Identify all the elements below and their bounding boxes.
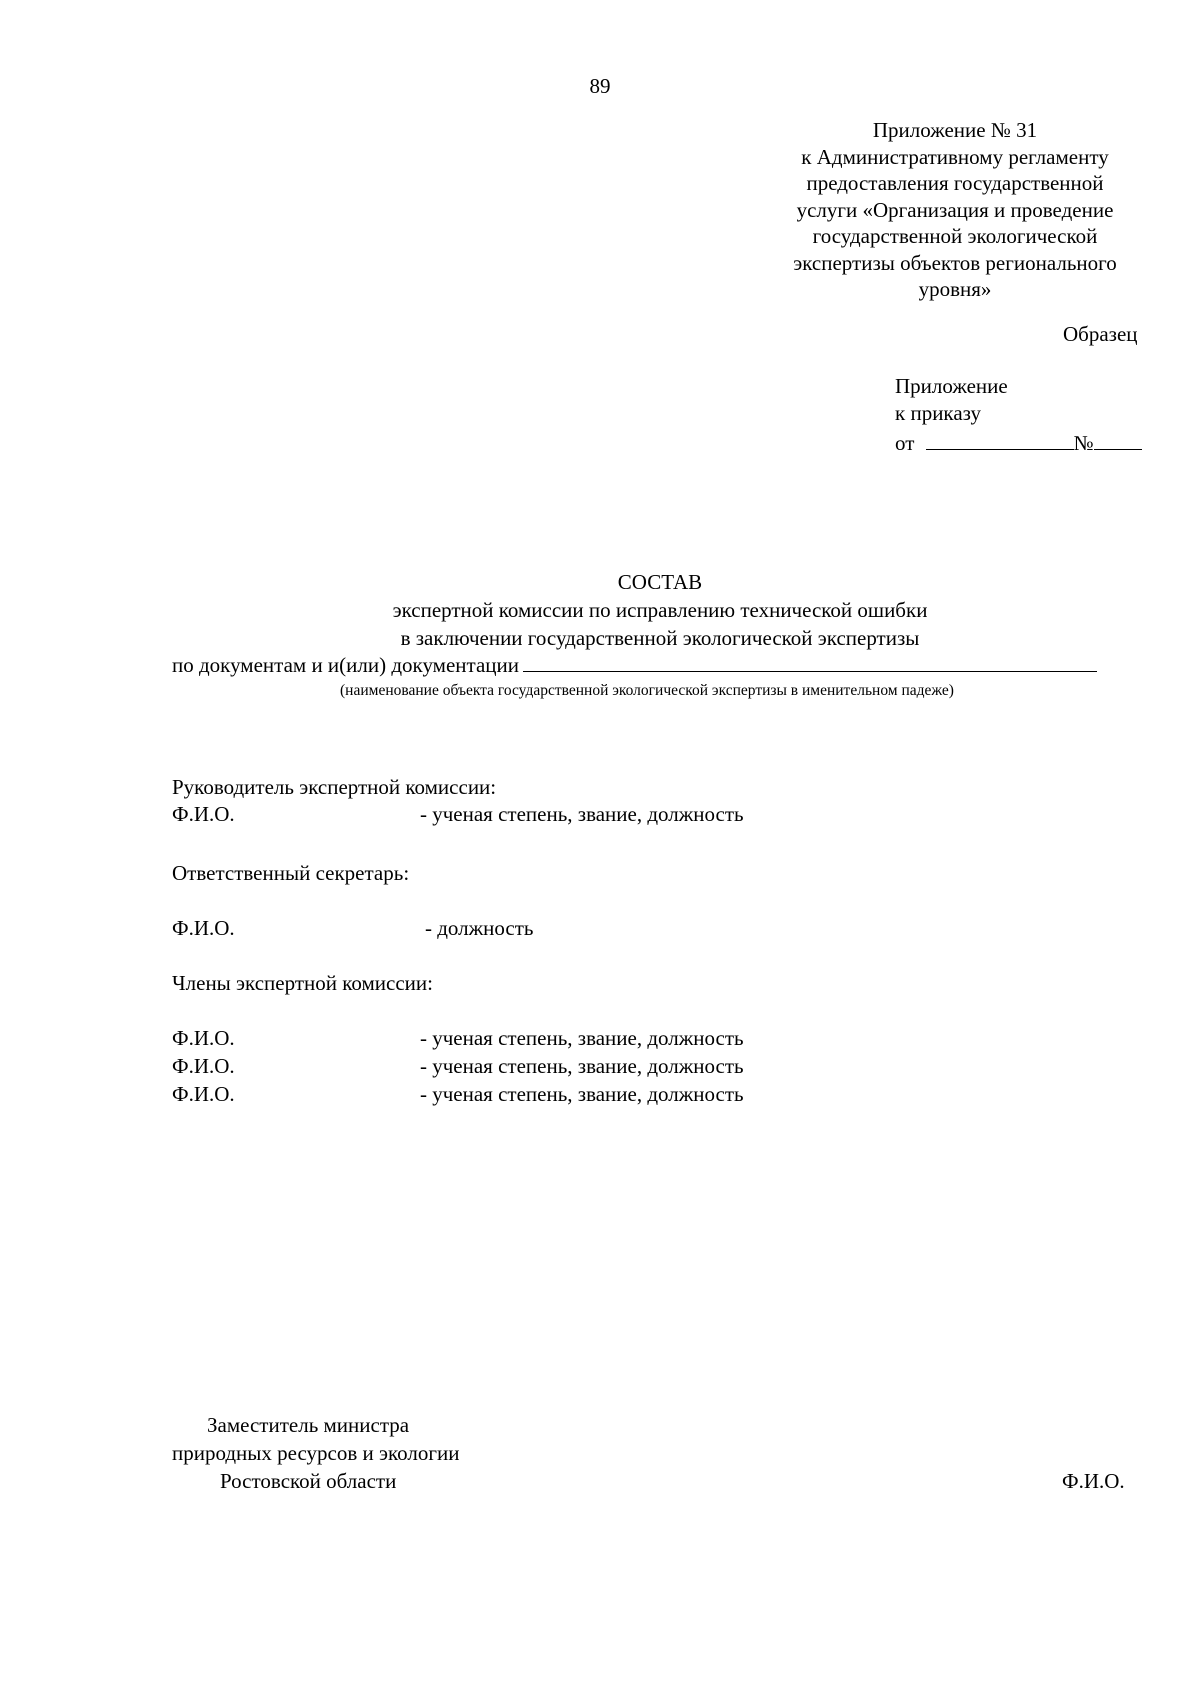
documents-line — [172, 651, 1097, 678]
appendix-line: предоставления государственной — [806, 171, 1104, 195]
appendix-line: государственной экологической — [812, 224, 1098, 248]
secretary-fio: Ф.И.О. — [172, 916, 235, 940]
date-blank-field — [926, 427, 1074, 450]
appendix-line: экспертизы объектов регионального — [793, 250, 1117, 275]
sample-label: Образец — [1063, 322, 1138, 346]
appendix-header — [760, 117, 1150, 303]
order-line-appendix: Приложение — [895, 374, 1008, 398]
member-description: - ученая степень, звание, должность — [420, 1082, 744, 1106]
object-name-caption: (наименование объекта государственной экологической экспертизы в именительном падеже) — [340, 682, 954, 699]
secretary-description: - должность — [425, 916, 534, 940]
secretary-title: Ответственный секретарь: — [172, 861, 410, 885]
head-title: Руководитель экспертной комиссии: — [172, 775, 497, 799]
object-name-blank-field — [523, 651, 1097, 672]
number-sign: № — [1073, 431, 1094, 455]
order-date-number-line — [895, 427, 1142, 457]
appendix-line: услуги «Организация и проведение — [796, 197, 1114, 222]
signatory-position-line: Ростовской области — [220, 1469, 397, 1493]
title-line: в заключении государственной экологической экспертизы — [400, 626, 920, 650]
member-fio: Ф.И.О. — [172, 1054, 235, 1078]
from-label: от — [895, 431, 915, 455]
order-line-to-order: к приказу — [895, 401, 981, 425]
head-description: - ученая степень, звание, должность — [420, 802, 744, 826]
number-blank-field — [1094, 427, 1142, 450]
document-title — [0, 568, 1200, 652]
head-fio: Ф.И.О. — [172, 802, 235, 826]
appendix-line: к Административному регламенту — [801, 144, 1109, 169]
signatory-fio: Ф.И.О. — [1062, 1469, 1125, 1493]
members-title: Члены экспертной комиссии: — [172, 971, 433, 995]
appendix-line: Приложение № 31 — [872, 118, 1038, 142]
member-fio: Ф.И.О. — [172, 1082, 235, 1106]
appendix-line: уровня» — [918, 277, 992, 301]
member-description: - ученая степень, звание, должность — [420, 1026, 744, 1050]
order-reference — [895, 373, 1142, 457]
title-heading: СОСТАВ — [617, 570, 703, 594]
page-number: 89 — [589, 74, 611, 98]
member-fio: Ф.И.О. — [172, 1026, 235, 1050]
member-description: - ученая степень, звание, должность — [420, 1054, 744, 1078]
signatory-position-line: природных ресурсов и экологии — [172, 1441, 460, 1465]
title-line: экспертной комиссии по исправлению технической ошибки — [392, 598, 928, 622]
signatory-position-line: Заместитель министра — [207, 1413, 410, 1437]
documents-label: по документам и и(или) документации — [172, 653, 519, 677]
